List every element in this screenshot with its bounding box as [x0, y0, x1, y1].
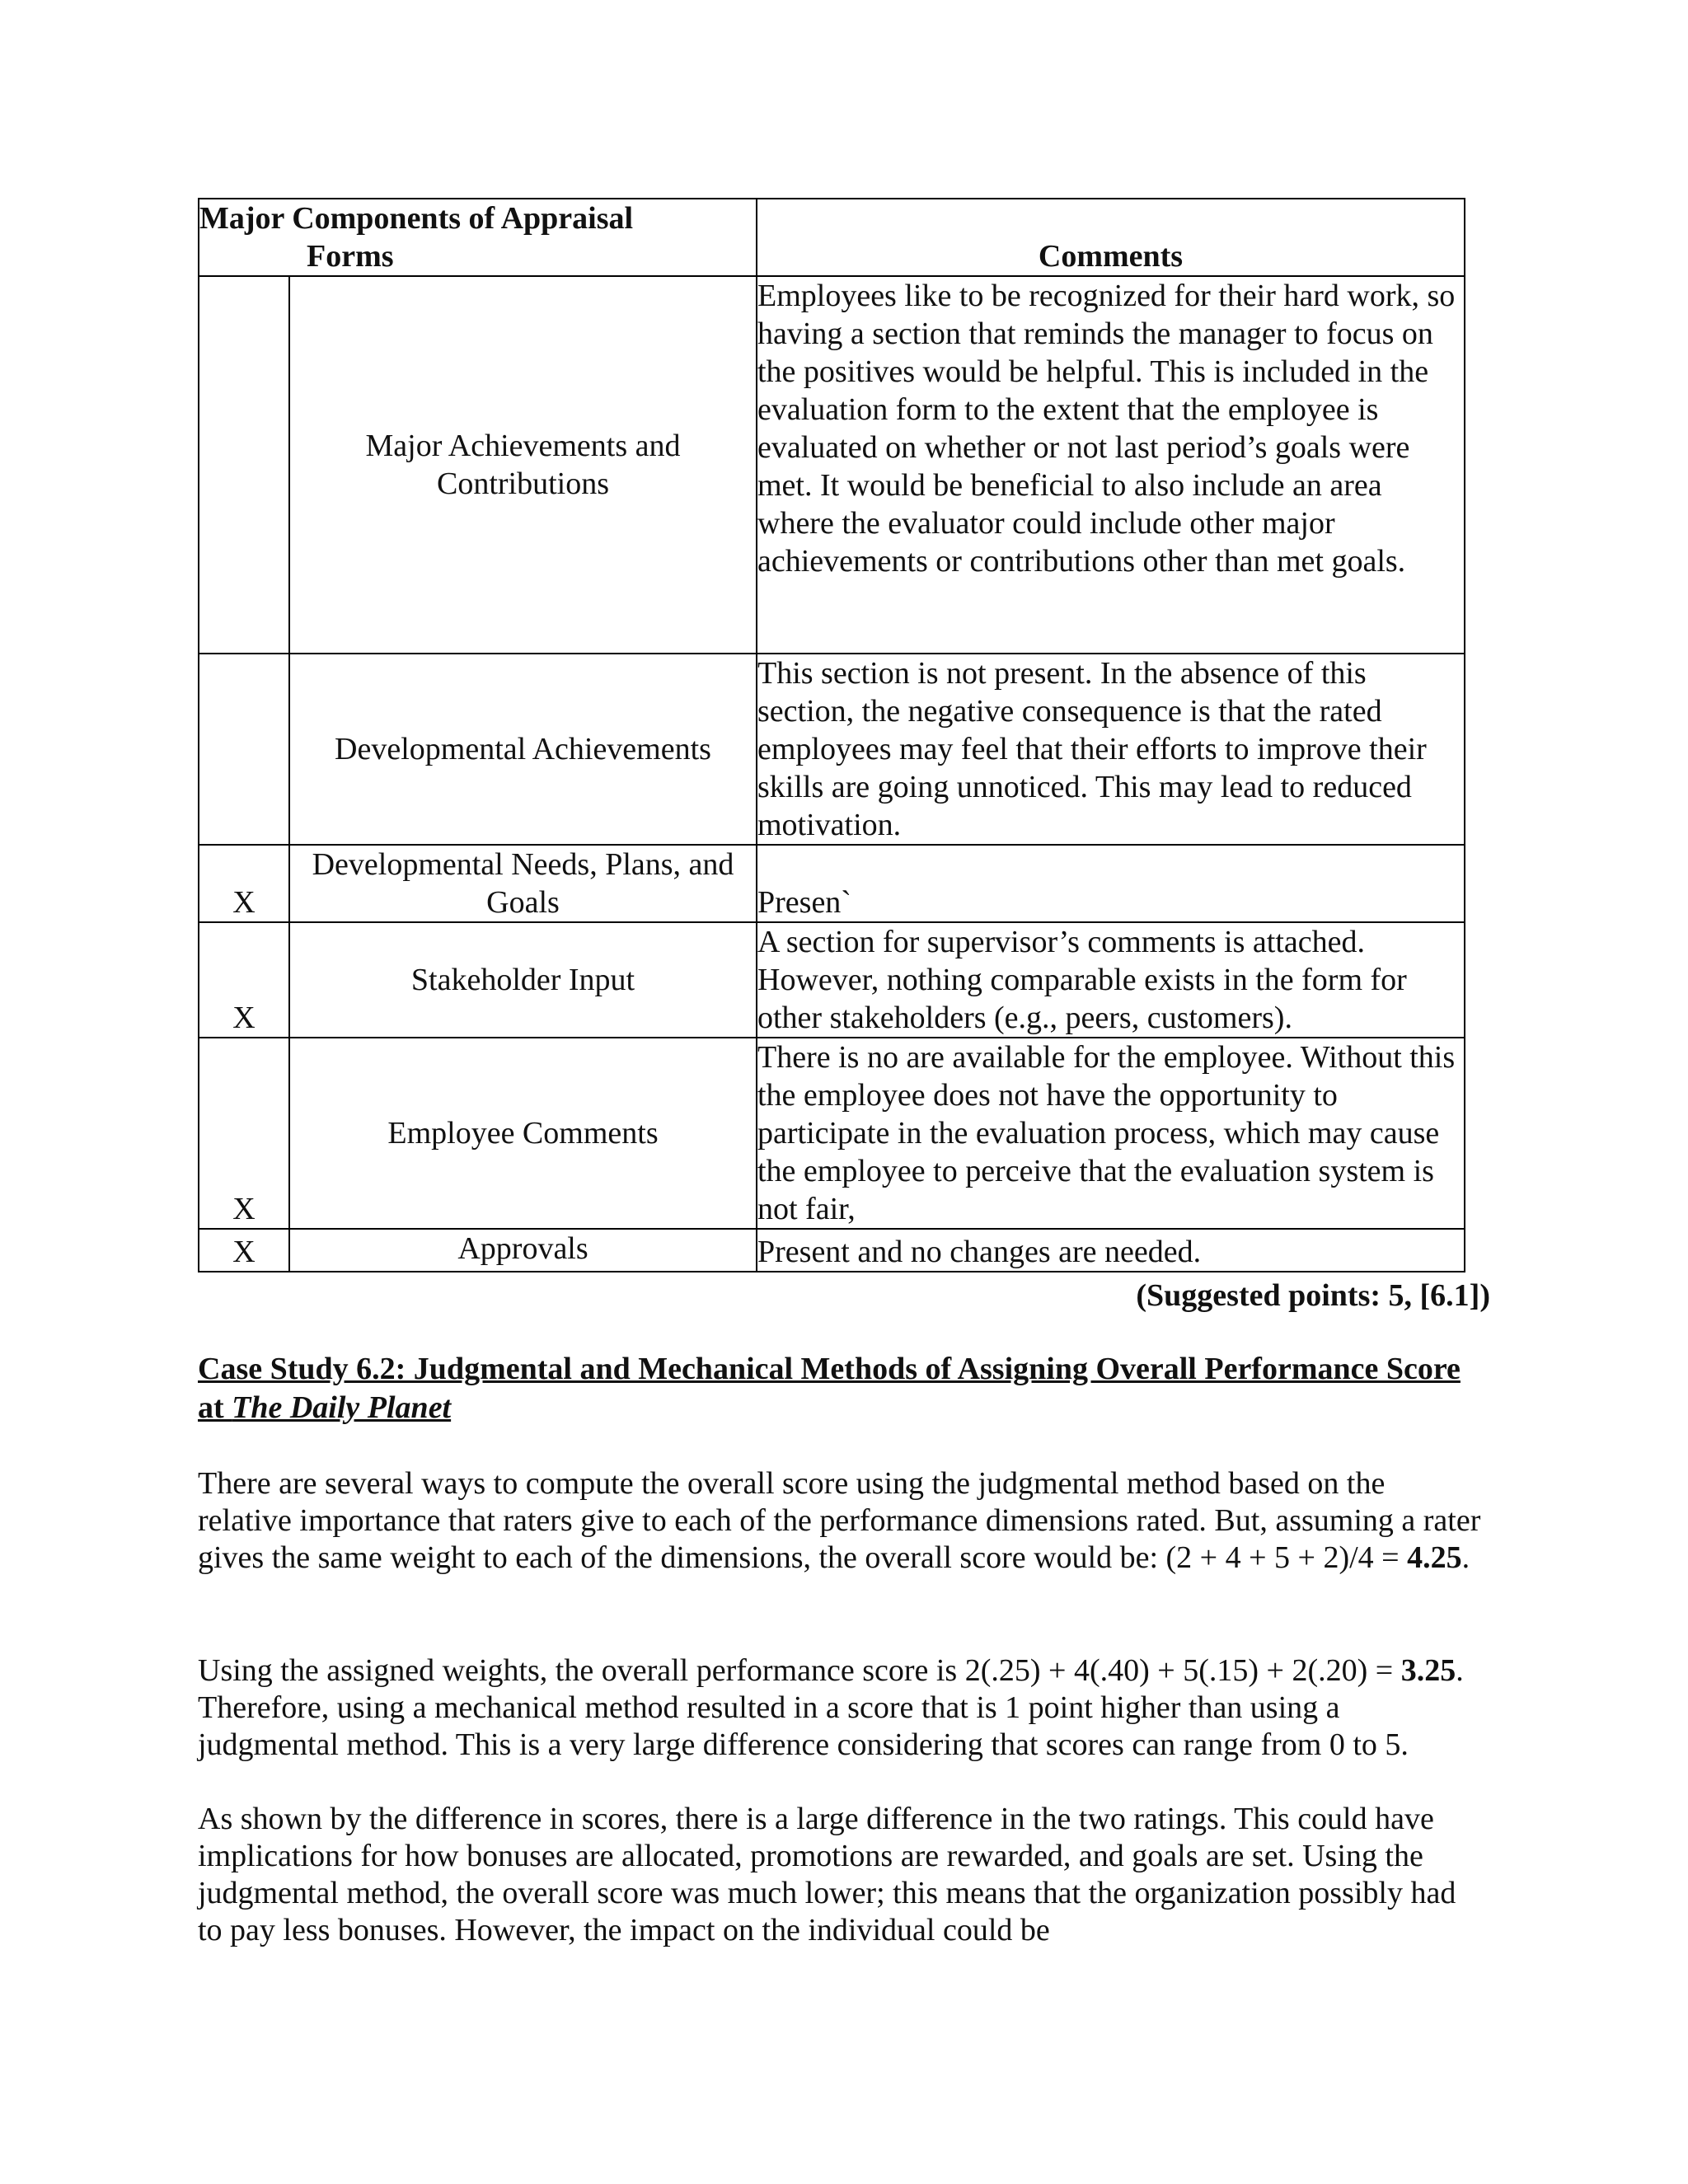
comment-cell: Present and no changes are needed. — [757, 1229, 1465, 1272]
table-row — [199, 1038, 1465, 1229]
paragraph-text: Using the assigned weights, the overall performance score is 2(.25) + 4(.40) + 5(.15) + 2(.20) = — [198, 1653, 1401, 1688]
judgmental-score: 4.25 — [1407, 1540, 1462, 1575]
case-study-title-text: Case Study 6.2: Judgmental and Mechanical Methods of Assigning Overall Performance Score at — [198, 1352, 1461, 1425]
component-cell: Employee Comments — [289, 1038, 757, 1229]
mark-cell — [199, 276, 289, 654]
table-row — [199, 654, 1465, 845]
mark-cell: X — [199, 922, 289, 1038]
comment-cell: There is no are available for the employee. Without this the employee does not have the opportunity to participate in the evaluation process, which may cause the employee to perceive that the evaluation system is not fair, — [757, 1038, 1465, 1229]
appraisal-components-table — [198, 198, 1465, 1272]
paragraph-mechanical — [198, 1652, 1484, 1764]
table-row — [199, 276, 1465, 654]
component-cell: Stakeholder Input — [289, 922, 757, 1038]
mark-cell — [199, 654, 289, 845]
table-row — [199, 1229, 1465, 1272]
mark-cell: X — [199, 1229, 289, 1272]
mark-cell: X — [199, 1038, 289, 1229]
component-cell: Major Achievements and Contributions — [289, 276, 757, 654]
suggested-points: (Suggested points: 5, [6.1]) — [1136, 1278, 1490, 1313]
paragraph-text: . — [1461, 1540, 1470, 1575]
comment-cell: Presen` — [757, 845, 1465, 922]
paragraph-judgmental — [198, 1465, 1484, 1577]
paragraph-text: . Therefore, using a mechanical method resulted in a score that is 1 point higher than using a judgmental method. This is a very large difference considering that scores can range from 0 to 5. — [198, 1653, 1464, 1762]
paragraph-implications — [198, 1801, 1484, 1949]
header-major-line2: Forms — [307, 239, 394, 274]
header-major-line1: Major Components of Appraisal — [199, 201, 634, 236]
header-comments: Comments — [757, 199, 1465, 276]
component-cell: Approvals — [289, 1229, 757, 1272]
mark-cell: X — [199, 845, 289, 922]
paragraph-text: As shown by the difference in scores, there is a large difference in the two ratings. This could have implications for how bonuses are allocated, promotions are rewarded, and goals are set. Using the judgmental method, the overall score was much lower; this means that the organization possibly had to pay less bonuses. However, the impact on the individual could be — [198, 1802, 1456, 1947]
comment-cell: A section for supervisor’s comments is attached. However, nothing comparable exists in the form for other stakeholders (e.g., peers, customers). — [757, 922, 1465, 1038]
header-major-components — [199, 199, 757, 276]
table-row — [199, 922, 1465, 1038]
component-cell: Developmental Needs, Plans, and Goals — [289, 845, 757, 922]
comment-cell: Employees like to be recognized for their hard work, so having a section that reminds the manager to focus on the positives would be helpful. This is included in the evaluation form to the extent that the employee is evaluated on whether or not last period’s goals were met. It would be beneficial to also include an area where the evaluator could include other major achievements or contributions other than met goals. — [757, 276, 1465, 654]
table-row — [199, 845, 1465, 922]
case-study-title-italic: The Daily Planet — [232, 1390, 452, 1425]
case-study-title — [198, 1350, 1484, 1427]
comment-cell: This section is not present. In the absence of this section, the negative consequence is that the rated employees may feel that their efforts to improve their skills are going unnoticed. This may lead to reduced motivation. — [757, 654, 1465, 845]
paragraph-text: There are several ways to compute the overall score using the judgmental method based on the relative importance that raters give to each of the performance dimensions rated. But, assuming a rater gives the same weight to each of the dimensions, the overall score would be: (2 + 4 + 5 + 2)/4 = — [198, 1466, 1481, 1575]
table-header-row — [199, 199, 1465, 276]
mechanical-score: 3.25 — [1400, 1653, 1456, 1688]
component-cell: Developmental Achievements — [289, 654, 757, 845]
